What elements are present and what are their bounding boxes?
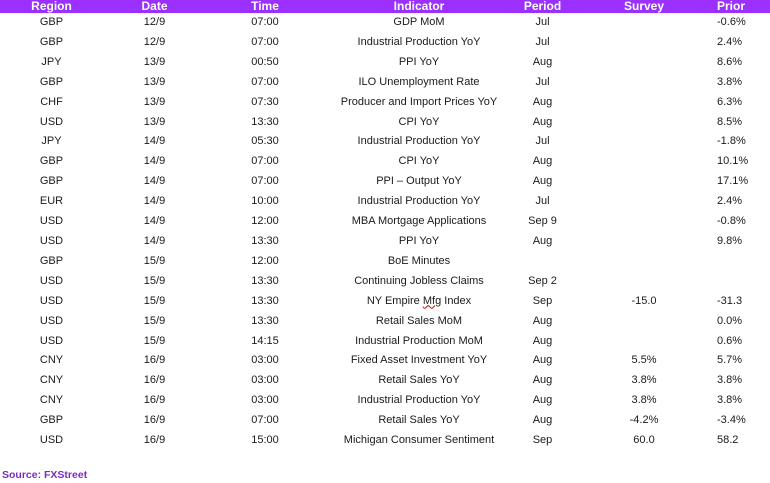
- cell-date: 13/9: [143, 115, 166, 128]
- table-row: [0, 272, 770, 292]
- cell-survey: [571, 93, 717, 113]
- cell-time: 03:00: [251, 374, 279, 387]
- header-time: Time: [251, 0, 279, 13]
- cell-prior: 2.4%: [717, 195, 743, 208]
- cell-time: 03:00: [251, 354, 279, 367]
- cell-survey: [571, 312, 717, 332]
- table-row: [0, 351, 770, 371]
- cell-time: 13:30: [251, 115, 279, 128]
- cell-region: GBP: [39, 414, 64, 427]
- cell-time: 12:00: [251, 215, 279, 228]
- cell-region: GBP: [39, 35, 64, 48]
- cell-prior: -0.6%: [717, 16, 746, 28]
- cell-date: 12/9: [143, 16, 166, 28]
- table-row: [0, 232, 770, 252]
- cell-region: CNY: [39, 354, 64, 367]
- cell-region: USD: [39, 434, 64, 447]
- cell-date: 16/9: [143, 354, 166, 367]
- cell-indicator: Retail Sales MoM: [375, 314, 463, 327]
- cell-survey: [571, 53, 717, 73]
- cell-survey: [571, 212, 717, 232]
- cell-prior: -31.3: [717, 294, 743, 307]
- cell-period: Sep: [532, 294, 553, 307]
- table-row: [0, 332, 770, 352]
- cell-prior: 3.8%: [717, 75, 743, 88]
- table-row: [0, 53, 770, 73]
- cell-indicator: Retail Sales YoY: [378, 414, 460, 427]
- cell-period: Sep 2: [528, 274, 557, 287]
- cell-indicator: CPI YoY: [398, 115, 440, 128]
- cell-prior: [717, 252, 770, 272]
- cell-survey: [571, 192, 717, 212]
- cell-date: 15/9: [143, 334, 166, 347]
- table-row: [0, 252, 770, 272]
- cell-indicator: Industrial Production YoY: [357, 394, 481, 407]
- cell-time: 14:15: [251, 334, 279, 347]
- cell-period: Aug: [532, 95, 553, 108]
- cell-indicator: Michigan Consumer Sentiment: [343, 434, 495, 447]
- cell-prior: 3.8%: [717, 394, 743, 407]
- cell-date: 14/9: [143, 215, 166, 228]
- cell-indicator: Retail Sales YoY: [378, 374, 460, 387]
- cell-date: 14/9: [143, 135, 166, 148]
- cell-indicator: GDP MoM: [393, 16, 445, 28]
- cell-survey: [571, 232, 717, 252]
- cell-survey: [571, 132, 717, 152]
- cell-period: Aug: [532, 394, 553, 407]
- cell-region: USD: [39, 314, 64, 327]
- table-row: [0, 132, 770, 152]
- header-indicator: Indicator: [393, 0, 445, 13]
- table-row: [0, 391, 770, 411]
- cell-date: 16/9: [143, 414, 166, 427]
- header-period: Period: [523, 0, 562, 13]
- cell-indicator: PPI – Output YoY: [376, 175, 462, 188]
- cell-date: 13/9: [143, 95, 166, 108]
- cell-survey: [571, 152, 717, 172]
- cell-region: GBP: [39, 16, 64, 28]
- cell-region: USD: [39, 215, 64, 228]
- table-row: [0, 93, 770, 113]
- cell-time: 03:00: [251, 394, 279, 407]
- cell-time: 13:30: [251, 234, 279, 247]
- cell-date: 12/9: [143, 35, 166, 48]
- cell-indicator: PPI YoY: [398, 55, 440, 68]
- cell-region: EUR: [39, 195, 64, 208]
- cell-region: JPY: [41, 55, 62, 68]
- cell-region: GBP: [39, 254, 64, 267]
- cell-indicator: MBA Mortgage Applications: [351, 215, 487, 228]
- cell-date: 13/9: [143, 55, 166, 68]
- cell-time: 15:00: [251, 434, 279, 447]
- table-row: [0, 73, 770, 93]
- cell-region: JPY: [41, 135, 62, 148]
- cell-time: 10:00: [251, 195, 279, 208]
- cell-date: 13/9: [143, 75, 166, 88]
- cell-survey: 3.8%: [631, 394, 657, 407]
- cell-indicator: Fixed Asset Investment YoY: [350, 354, 488, 367]
- cell-indicator: Producer and Import Prices YoY: [340, 95, 498, 108]
- cell-indicator: BoE Minutes: [387, 254, 451, 267]
- cell-time: 12:00: [251, 254, 279, 267]
- cell-indicator: NY Empire Mfg Index: [366, 294, 472, 307]
- cell-region: USD: [39, 234, 64, 247]
- cell-indicator: PPI YoY: [398, 234, 440, 247]
- cell-date: 15/9: [143, 314, 166, 327]
- table-header-row: [0, 0, 770, 13]
- cell-period: Sep: [532, 434, 553, 447]
- source-note: Source: FXStreet: [2, 469, 88, 481]
- table-row: [0, 292, 770, 312]
- cell-region: USD: [39, 115, 64, 128]
- cell-prior: -0.8%: [717, 215, 746, 228]
- cell-period: Aug: [532, 354, 553, 367]
- cell-period: [514, 252, 571, 272]
- cell-region: USD: [39, 274, 64, 287]
- header-region: Region: [31, 0, 72, 13]
- cell-time: 05:30: [251, 135, 279, 148]
- cell-region: USD: [39, 334, 64, 347]
- cell-period: Jul: [535, 16, 550, 28]
- cell-date: 14/9: [143, 175, 166, 188]
- cell-prior: -3.4%: [717, 414, 746, 427]
- cell-survey: [571, 13, 717, 33]
- cell-date: 14/9: [143, 234, 166, 247]
- cell-period: Jul: [535, 35, 550, 48]
- cell-prior: 3.8%: [717, 374, 743, 387]
- cell-region: CNY: [39, 374, 64, 387]
- cell-indicator: Industrial Production YoY: [357, 35, 481, 48]
- table-row: [0, 152, 770, 172]
- cell-prior: 58.2: [717, 434, 739, 447]
- cell-prior: 8.5%: [717, 115, 743, 128]
- cell-period: Aug: [532, 55, 553, 68]
- cell-period: Aug: [532, 334, 553, 347]
- cell-region: GBP: [39, 175, 64, 188]
- cell-survey: [571, 252, 717, 272]
- cell-period: Aug: [532, 234, 553, 247]
- cell-time: 07:30: [251, 95, 279, 108]
- cell-time: 13:30: [251, 274, 279, 287]
- cell-region: USD: [39, 294, 64, 307]
- cell-period: Aug: [532, 414, 553, 427]
- cell-region: CHF: [40, 95, 63, 108]
- cell-region: GBP: [39, 155, 64, 168]
- cell-date: 14/9: [143, 195, 166, 208]
- cell-date: 14/9: [143, 155, 166, 168]
- cell-region: GBP: [39, 75, 64, 88]
- cell-date: 15/9: [143, 294, 166, 307]
- cell-prior: 9.8%: [717, 234, 743, 247]
- cell-period: Jul: [535, 135, 550, 148]
- cell-period: Aug: [532, 175, 553, 188]
- cell-prior: 6.3%: [717, 95, 743, 108]
- cell-prior: 0.6%: [717, 334, 743, 347]
- cell-prior: 8.6%: [717, 55, 743, 68]
- cell-date: 16/9: [143, 434, 166, 447]
- header-prior: Prior: [717, 0, 746, 13]
- table-row: [0, 431, 770, 451]
- table-row: [0, 411, 770, 431]
- cell-prior: 17.1%: [717, 175, 749, 188]
- cell-survey: [571, 332, 717, 352]
- cell-period: Sep 9: [528, 215, 557, 228]
- cell-survey: [571, 33, 717, 53]
- cell-prior: 10.1%: [717, 155, 749, 168]
- table-row: [0, 192, 770, 212]
- cell-time: 13:30: [251, 314, 279, 327]
- table-row: [0, 371, 770, 391]
- cell-date: 16/9: [143, 374, 166, 387]
- cell-indicator: Industrial Production YoY: [357, 195, 481, 208]
- table-row: [0, 312, 770, 332]
- cell-date: 15/9: [143, 254, 166, 267]
- cell-period: Jul: [535, 75, 550, 88]
- table-body: [0, 13, 770, 451]
- cell-period: Aug: [532, 314, 553, 327]
- cell-prior: 0.0%: [717, 314, 743, 327]
- cell-period: Aug: [532, 374, 553, 387]
- cell-time: 07:00: [251, 35, 279, 48]
- cell-date: 15/9: [143, 274, 166, 287]
- cell-period: Aug: [532, 115, 553, 128]
- cell-time: 00:50: [251, 55, 279, 68]
- cell-prior: 2.4%: [717, 35, 743, 48]
- cell-survey: [571, 73, 717, 93]
- cell-survey: 60.0: [633, 434, 655, 447]
- cell-survey: 3.8%: [631, 374, 657, 387]
- cell-prior: -1.8%: [717, 135, 746, 148]
- cell-period: Jul: [535, 195, 550, 208]
- cell-date: 16/9: [143, 394, 166, 407]
- cell-survey: [571, 272, 717, 292]
- table-row: [0, 212, 770, 232]
- cell-region: CNY: [39, 394, 64, 407]
- table-row: [0, 172, 770, 192]
- table-row: [0, 33, 770, 53]
- cell-period: Aug: [532, 155, 553, 168]
- cell-time: 07:00: [251, 414, 279, 427]
- cell-indicator: Continuing Jobless Claims: [354, 274, 484, 287]
- table-row: [0, 13, 770, 33]
- cell-time: 13:30: [251, 294, 279, 307]
- header-date: Date: [141, 0, 168, 13]
- cell-prior: 5.7%: [717, 354, 743, 367]
- cell-indicator: Industrial Production YoY: [357, 135, 481, 148]
- header-survey: Survey: [623, 0, 665, 13]
- cell-survey: [571, 172, 717, 192]
- cell-prior: [717, 272, 770, 292]
- cell-time: 07:00: [251, 16, 279, 28]
- cell-indicator: CPI YoY: [398, 155, 440, 168]
- cell-time: 07:00: [251, 155, 279, 168]
- cell-indicator: Industrial Production MoM: [355, 334, 483, 347]
- cell-time: 07:00: [251, 175, 279, 188]
- cell-survey: 5.5%: [631, 354, 657, 367]
- cell-indicator: ILO Unemployment Rate: [358, 75, 480, 88]
- cell-time: 07:00: [251, 75, 279, 88]
- cell-survey: [571, 113, 717, 133]
- cell-survey: -15.0: [631, 294, 657, 307]
- table-row: [0, 113, 770, 133]
- cell-survey: -4.2%: [629, 414, 659, 427]
